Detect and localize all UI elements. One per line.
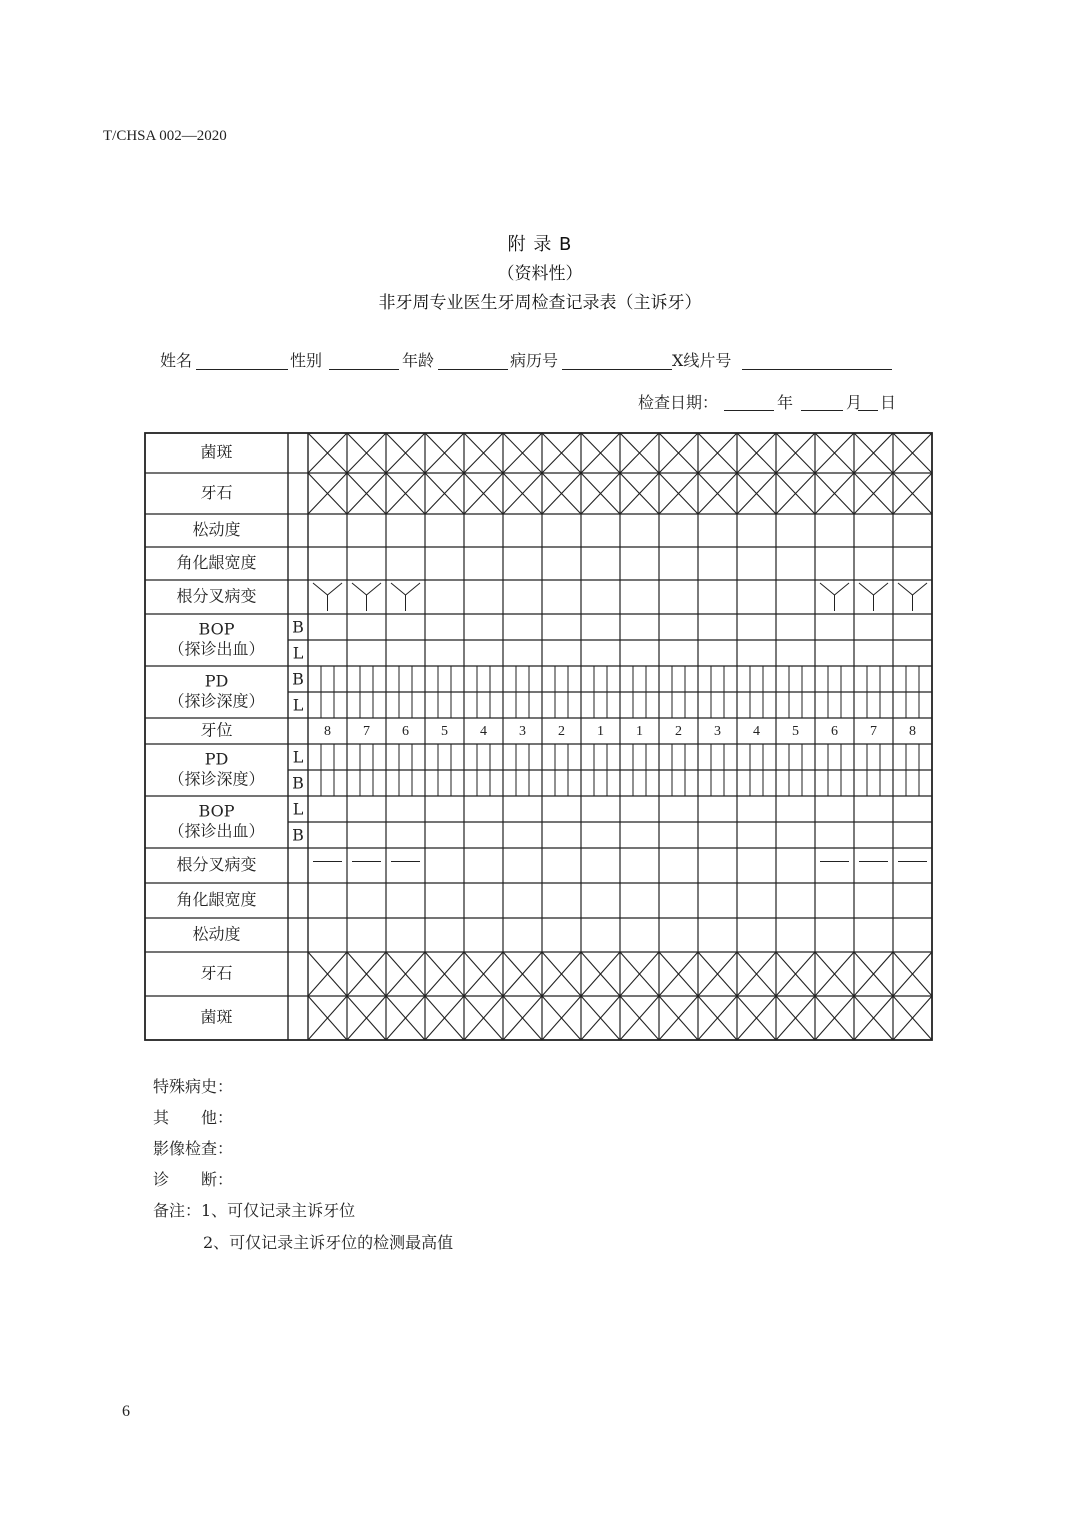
row-label: BOP bbox=[198, 801, 235, 821]
name-label: 姓名 bbox=[160, 351, 193, 370]
appendix-nature: （资料性） bbox=[497, 264, 583, 284]
furcation-mark bbox=[835, 583, 850, 595]
side-marker: L bbox=[292, 695, 304, 715]
furcation-mark bbox=[898, 583, 913, 595]
record-no-label: 病历号 bbox=[510, 351, 559, 370]
furcation-mark bbox=[391, 583, 406, 595]
exam-date-label: 检查日期： bbox=[638, 393, 719, 412]
row-label: 根分叉病变 bbox=[176, 855, 257, 874]
row-label: BOP bbox=[198, 619, 235, 639]
side-marker: B bbox=[292, 825, 304, 845]
note-remark-1: 备注：1、可仅记录主诉牙位 bbox=[153, 1201, 356, 1220]
row-sublabel: （探诊出血） bbox=[168, 639, 265, 659]
side-marker: B bbox=[292, 669, 304, 689]
tooth-number: 6 bbox=[402, 724, 409, 740]
tooth-number: 2 bbox=[675, 724, 682, 740]
exam-year-label: 年 bbox=[777, 393, 794, 412]
row-label: PD bbox=[204, 671, 229, 691]
form-title: 非牙周专业医生牙周检查记录表（主诉牙） bbox=[378, 293, 702, 313]
note-history: 特殊病史： bbox=[153, 1077, 234, 1096]
row-label: PD bbox=[204, 749, 229, 769]
furcation-mark bbox=[913, 583, 928, 595]
page-number: 6 bbox=[122, 1403, 130, 1420]
row-label: 牙位 bbox=[200, 720, 233, 740]
furcation-mark bbox=[874, 583, 889, 595]
side-marker: L bbox=[292, 643, 304, 663]
tooth-number: 2 bbox=[558, 724, 565, 740]
tooth-number: 7 bbox=[870, 724, 877, 740]
side-marker: B bbox=[292, 773, 304, 793]
side-marker: B bbox=[292, 617, 304, 637]
tooth-number: 8 bbox=[909, 724, 916, 740]
row-sublabel: （探诊深度） bbox=[168, 691, 265, 711]
row-label: 根分叉病变 bbox=[176, 586, 257, 606]
row-label: 松动度 bbox=[192, 520, 241, 539]
furcation-mark bbox=[313, 583, 328, 595]
furcation-mark bbox=[820, 583, 835, 595]
xray-no-label: X线片号 bbox=[672, 351, 732, 370]
tooth-number: 3 bbox=[714, 724, 721, 740]
tooth-number: 8 bbox=[324, 724, 331, 740]
row-label: 菌斑 bbox=[200, 1007, 233, 1027]
furcation-mark bbox=[328, 583, 343, 595]
tooth-number: 4 bbox=[480, 724, 487, 740]
furcation-mark bbox=[859, 583, 874, 595]
furcation-mark bbox=[367, 583, 382, 595]
row-sublabel: （探诊深度） bbox=[168, 769, 265, 789]
note-diagnosis: 诊 断： bbox=[153, 1170, 234, 1189]
row-label: 角化龈宽度 bbox=[176, 890, 257, 909]
tooth-number: 5 bbox=[441, 724, 448, 740]
row-label: 牙石 bbox=[200, 483, 233, 502]
furcation-mark bbox=[406, 583, 421, 595]
side-marker: L bbox=[292, 747, 304, 767]
tooth-number: 7 bbox=[363, 724, 370, 740]
tooth-number: 1 bbox=[597, 724, 604, 740]
row-label: 角化龈宽度 bbox=[176, 553, 257, 572]
tooth-number: 6 bbox=[831, 724, 838, 740]
tooth-number: 4 bbox=[753, 724, 760, 740]
row-label: 牙石 bbox=[200, 963, 233, 983]
row-label: 松动度 bbox=[192, 924, 241, 944]
row-sublabel: （探诊出血） bbox=[168, 821, 265, 841]
tooth-number: 1 bbox=[636, 724, 643, 740]
sex-label: 性别 bbox=[290, 351, 323, 370]
age-label: 年龄 bbox=[402, 351, 435, 370]
standard-code: T/CHSA 002—2020 bbox=[103, 128, 227, 144]
tooth-number: 5 bbox=[792, 724, 799, 740]
note-other: 其 他： bbox=[153, 1108, 234, 1127]
tooth-number: 3 bbox=[519, 724, 526, 740]
note-remark-2: 2、可仅记录主诉牙位的检测最高值 bbox=[203, 1233, 454, 1252]
exam-month-label: 月 bbox=[846, 393, 863, 412]
exam-day-label: 日 bbox=[880, 393, 897, 412]
appendix-heading: 附 录 B bbox=[507, 234, 573, 255]
furcation-mark bbox=[352, 583, 367, 595]
note-imaging: 影像检查： bbox=[153, 1139, 234, 1158]
row-label: 菌斑 bbox=[200, 442, 233, 462]
chart-border bbox=[145, 433, 932, 1040]
side-marker: L bbox=[292, 799, 304, 819]
